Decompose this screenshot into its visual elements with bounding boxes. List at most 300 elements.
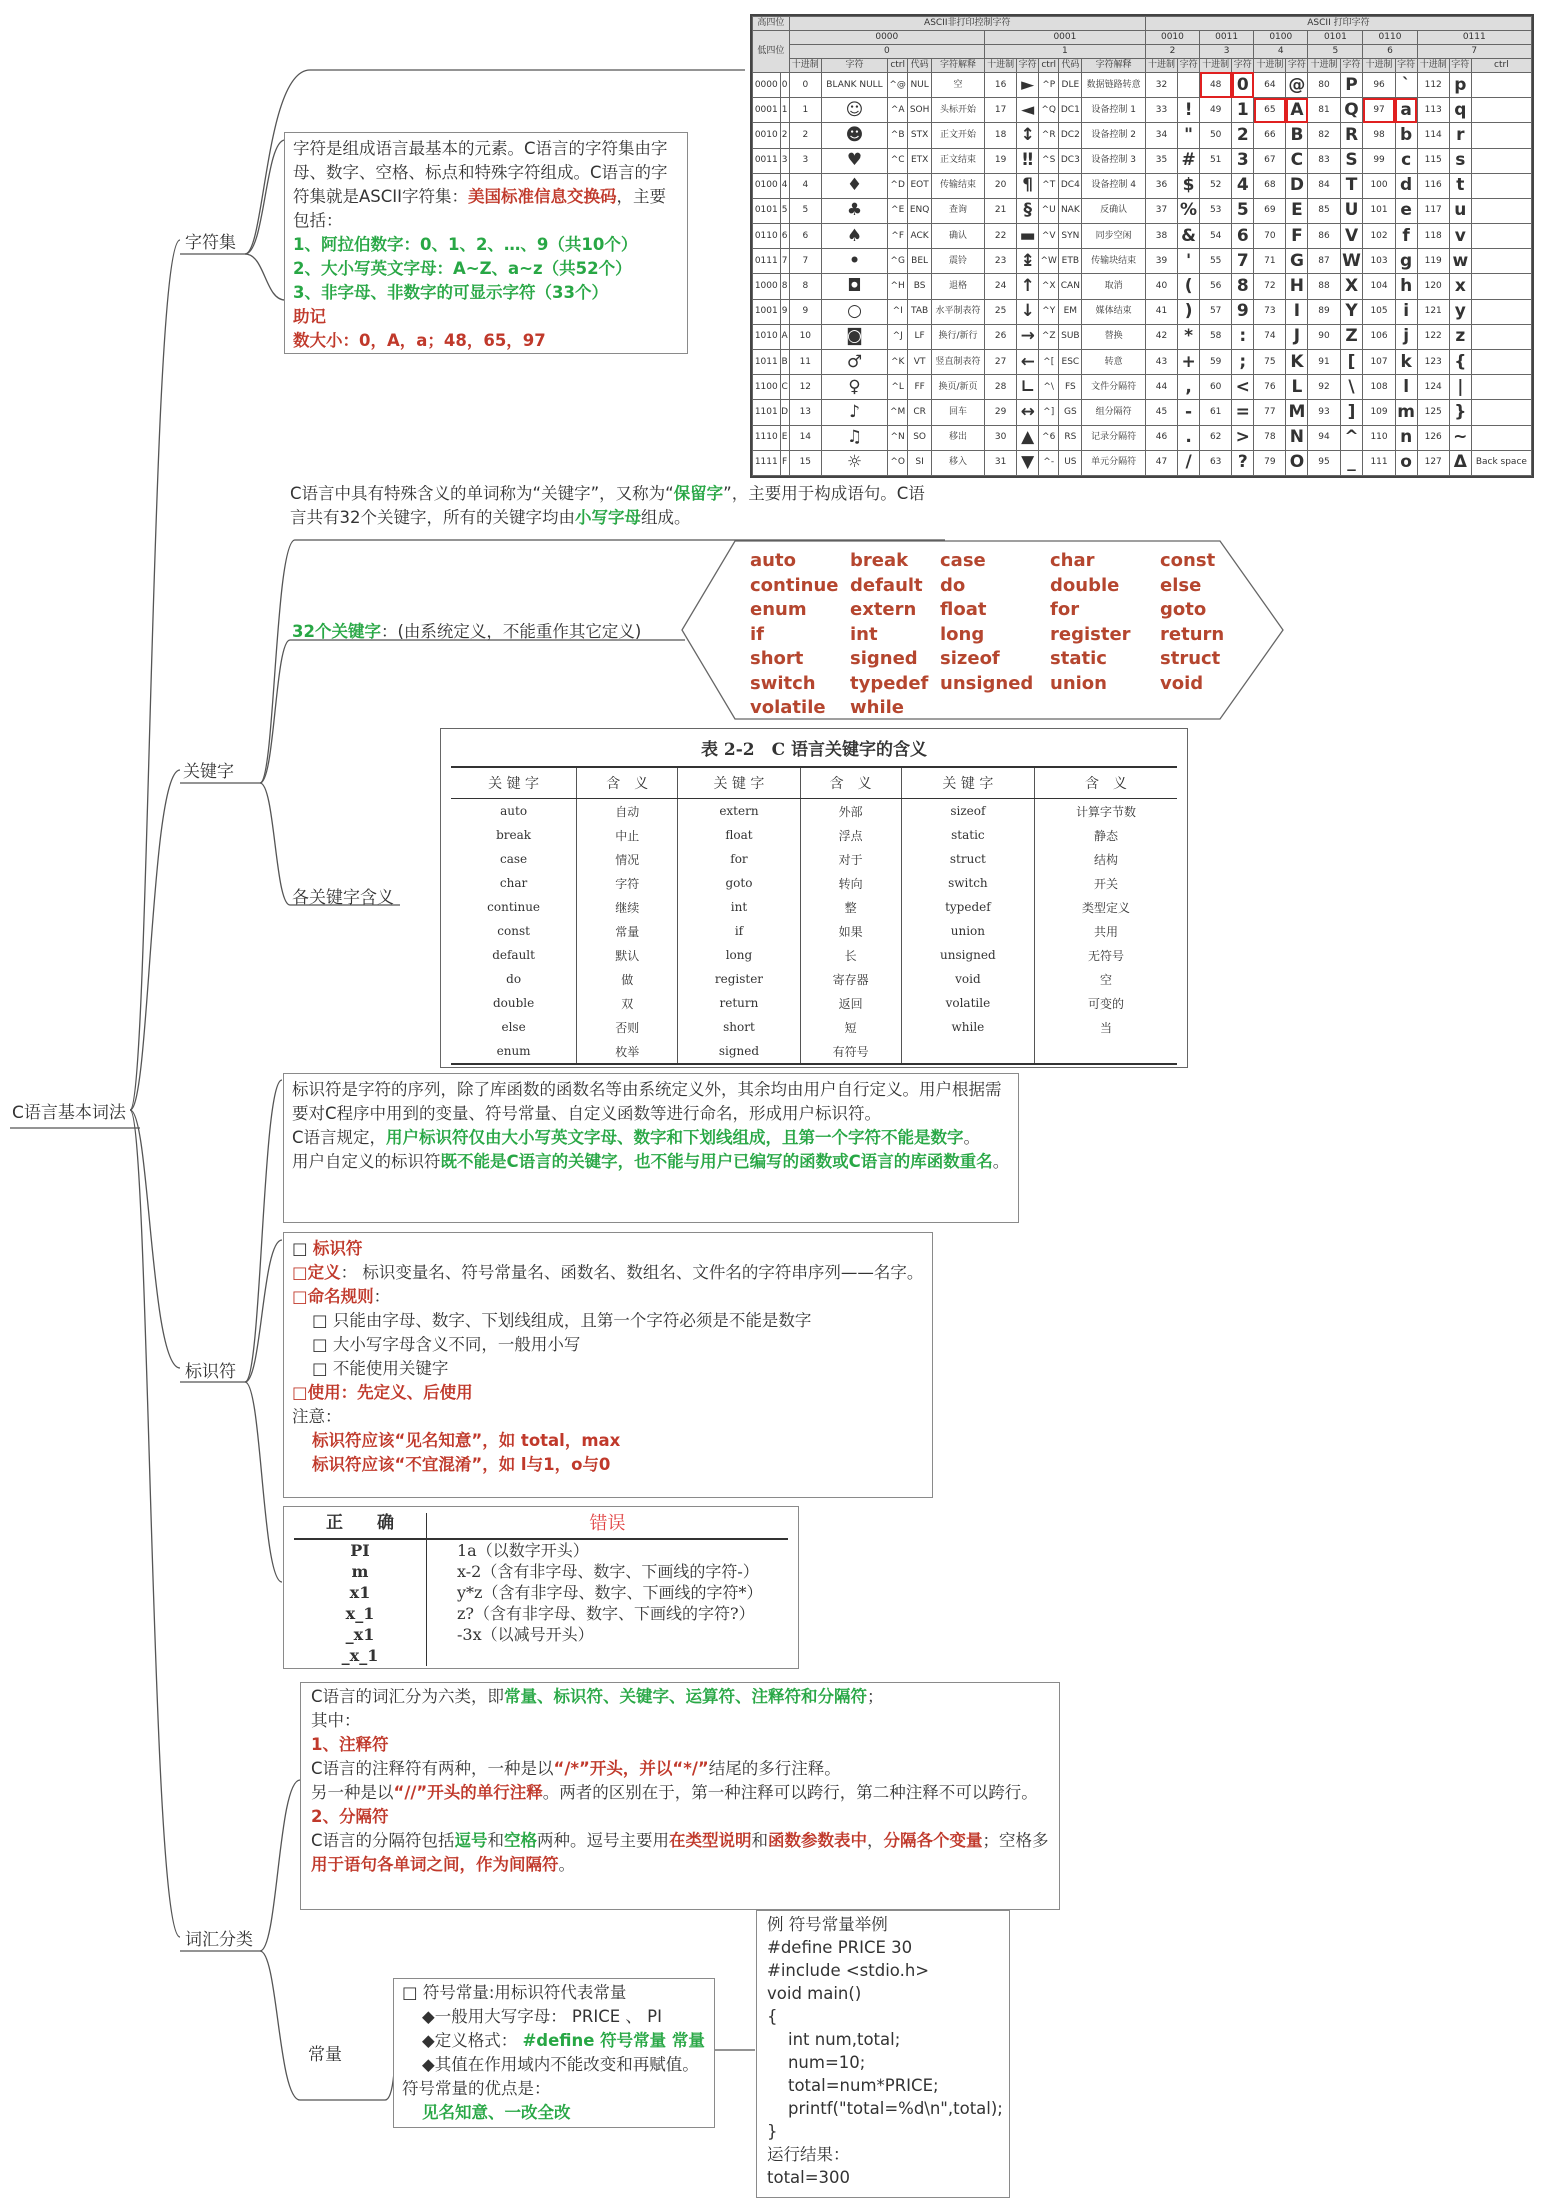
ascii-cell: ◘ [821, 274, 887, 299]
ascii-cell: 1111 [753, 450, 781, 475]
id-def-text: ： 标识变量名、符号常量名、函数名、数组名、文件名的字符串序列——名字。 [340, 1263, 924, 1282]
ascii-cell: 19 [984, 148, 1016, 173]
code-line: void main() [767, 1984, 862, 2003]
ascii-cell: 媒体结束 [1082, 299, 1145, 324]
vocab-sep-heading: 2、分隔符 [311, 1807, 389, 1826]
ascii-cell: _ [1340, 450, 1363, 475]
ascii-cell: 97 [1363, 98, 1395, 123]
ascii-cell: 84 [1308, 173, 1340, 198]
code-line: } [767, 2122, 778, 2141]
kw-table-cell: static [901, 823, 1034, 847]
ascii-cell [1471, 123, 1531, 148]
ascii-cell [1471, 299, 1531, 324]
kw-table-cell: 中止 [577, 823, 678, 847]
kw-table-cell: 否则 [577, 1015, 678, 1039]
ascii-cell: j [1395, 324, 1417, 349]
ascii-cell: ^T [1039, 173, 1059, 198]
ascii-col-bits: 0111 [1417, 30, 1531, 44]
ascii-cell: H [1286, 274, 1308, 299]
ascii-cell: 59 [1200, 350, 1232, 375]
ascii-subheader: 字符 [1286, 58, 1308, 72]
vocab-and2: 和 [751, 1831, 769, 1850]
ascii-cell: z [1449, 324, 1471, 349]
ascii-cell: 66 [1254, 123, 1286, 148]
ascii-cell: 92 [1308, 375, 1340, 400]
ascii-cell: 70 [1254, 224, 1286, 249]
ascii-cell: 组分隔符 [1082, 400, 1145, 425]
id-def-key: 定义 [307, 1263, 341, 1282]
keyword-grid [680, 540, 1285, 720]
ascii-cell: 3 [780, 148, 789, 173]
kw-table-cell: register [678, 967, 800, 991]
code-line: #define PRICE 30 [767, 1938, 913, 1957]
ascii-cell: 20 [984, 173, 1016, 198]
ascii-cell: 11 [789, 350, 821, 375]
ascii-cell: 取消 [1082, 274, 1145, 299]
ascii-cell: O [1286, 450, 1308, 475]
ascii-cell: 替换 [1082, 324, 1145, 349]
ascii-cell: 7 [789, 249, 821, 274]
id-user-end: 。 [992, 1152, 1010, 1171]
ascii-cell: ↨ [1017, 249, 1039, 274]
ascii-cell: SI [908, 450, 932, 475]
ascii-cell: 57 [1200, 299, 1232, 324]
ascii-cell: & [1178, 224, 1200, 249]
kw-table-cell: sizeof [901, 799, 1034, 824]
ascii-cell: DC2 [1059, 123, 1082, 148]
ascii-cell: D [1286, 173, 1308, 198]
valid-identifier: PI [350, 1541, 370, 1560]
id-user-green: 既不能是C语言的关键字，也不能与用户已编写的函数或C语言的库函数重名 [440, 1152, 993, 1171]
ascii-cell: 117 [1417, 198, 1449, 223]
keyword-item: else [1160, 574, 1202, 596]
kw-table-cell: 对于 [800, 847, 901, 871]
vocab-c2-end: 。两者的区别在于，第一种注释可以跨行，第二种注释不可以跨行。 [542, 1783, 1038, 1802]
ascii-cell: a [1395, 98, 1417, 123]
square-icon: □ [292, 1383, 308, 1402]
ascii-cell: M [1286, 400, 1308, 425]
keyword-item: register [1050, 623, 1131, 645]
ascii-cell: ☼ [821, 450, 887, 475]
mnemonic-text: 数大小：0，A，a；48，65，97 [293, 331, 546, 350]
ascii-cell: 96 [1363, 72, 1395, 97]
branch-keywords: 关键字 [183, 762, 234, 782]
kw-intro-c: 组成。 [641, 508, 691, 527]
kw-table-title: 表 2-2 C 语言关键字的含义 [700, 740, 928, 760]
ascii-cell: BLANK NULL [821, 72, 887, 97]
ascii-cell: ▼ [1017, 450, 1039, 475]
ascii-cell: 109 [1363, 400, 1395, 425]
ascii-cell: 30 [984, 425, 1016, 450]
ascii-cell: n [1395, 425, 1417, 450]
charset-intro-end: ，主要包括： [293, 187, 667, 230]
keyword-item: if [750, 623, 765, 645]
id-rule-end: 。 [963, 1128, 981, 1147]
ascii-cell: ~ [1449, 425, 1471, 450]
ascii-cell: ^6 [1039, 425, 1059, 450]
ascii-cell: DC4 [1059, 173, 1082, 198]
ascii-cell: Q [1340, 98, 1363, 123]
ascii-cell: ^R [1039, 123, 1059, 148]
kw-table-cell: 有符号 [800, 1039, 901, 1064]
ascii-cell: 113 [1417, 98, 1449, 123]
ascii-cell: 82 [1308, 123, 1340, 148]
code-line: 运行结果： [767, 2145, 850, 2164]
ascii-cell: • [821, 249, 887, 274]
ascii-cell: ∟ [1017, 375, 1039, 400]
keyword-item: signed [850, 648, 918, 669]
ascii-cell: ☺ [821, 98, 887, 123]
ascii-cell: BS [908, 274, 932, 299]
ascii-cell: ^A [888, 98, 908, 123]
ascii-subheader: 十进制 [1417, 58, 1449, 72]
ascii-cell: 68 [1254, 173, 1286, 198]
ascii-cell: § [1017, 198, 1039, 223]
ascii-cell: 31 [984, 450, 1016, 475]
ascii-subheader: 十进制 [1363, 58, 1395, 72]
vocab-box [300, 1682, 1060, 1910]
kw-table-cell: 寄存器 [800, 967, 901, 991]
ascii-cell: 1101 [753, 400, 781, 425]
ascii-cell: 12 [789, 375, 821, 400]
ascii-cell: 5 [1232, 198, 1254, 223]
ascii-cell: ^G [888, 249, 908, 274]
ascii-cell: ^V [1039, 224, 1059, 249]
kw-table-cell: double [492, 996, 535, 1010]
ascii-subheader: 字符 [1395, 58, 1417, 72]
ascii-group-control: ASCII非打印控制字符 [789, 17, 1145, 31]
ascii-cell: 2 [789, 123, 821, 148]
kw-table-cell: 共用 [1035, 919, 1177, 943]
ascii-cell: 9 [1232, 299, 1254, 324]
ascii-cell: 1010 [753, 324, 781, 349]
ascii-cell: 108 [1363, 375, 1395, 400]
square-icon: □ [312, 1311, 333, 1330]
ascii-cell: ! [1178, 98, 1200, 123]
ascii-cell: 73 [1254, 299, 1286, 324]
ascii-col-num: 0 [789, 44, 984, 58]
ascii-cell: 1100 [753, 375, 781, 400]
ascii-cell: 16 [984, 72, 1016, 97]
ascii-cell: 竖直制表符 [931, 350, 984, 375]
kw-table-cell: 静态 [1035, 823, 1177, 847]
ascii-hi-label: 高四位 [753, 17, 790, 31]
ascii-cell: 10 [789, 324, 821, 349]
ascii-cell: 8 [1232, 274, 1254, 299]
ascii-cell: f [1395, 224, 1417, 249]
ascii-cell: 移出 [931, 425, 984, 450]
ascii-cell: q [1449, 98, 1471, 123]
branch-vocab: 词汇分类 [185, 1930, 253, 1950]
id-heading: 标识符 [312, 1239, 363, 1258]
ascii-cell: I [1286, 299, 1308, 324]
invalid-identifier: -3x（以减号开头） [457, 1625, 594, 1644]
ascii-cell: ^@ [888, 72, 908, 97]
ascii-cell: 81 [1308, 98, 1340, 123]
ascii-cell: l [1395, 375, 1417, 400]
valid-identifier: m [351, 1562, 369, 1581]
vocab-and: 和 [487, 1831, 505, 1850]
ascii-cell: 4 [1232, 173, 1254, 198]
kw-table-header: 关 键 字 [678, 767, 800, 799]
ascii-cell: ^W [1039, 249, 1059, 274]
ascii-cell: 69 [1254, 198, 1286, 223]
ascii-cell: @ [1286, 72, 1308, 97]
ascii-cell: ^\ [1039, 375, 1059, 400]
ascii-cell: 64 [1254, 72, 1286, 97]
ascii-cell: ^K [888, 350, 908, 375]
kw-table-cell: 返回 [800, 991, 901, 1015]
ascii-cell: 102 [1363, 224, 1395, 249]
kw-table-cell: union [901, 919, 1034, 943]
ascii-cell: \ [1340, 375, 1363, 400]
keyword-item: float [940, 599, 987, 620]
ascii-cell: U [1340, 198, 1363, 223]
id-intro: 标识符是字符的序列，除了库函数的函数名等由系统定义外，其余均由用户自行定义。用户根据需要对C程序中用到的变量、符号常量、自定义函数等进行命名，形成用户标识符。 [292, 1080, 1002, 1123]
ascii-table [750, 14, 1534, 478]
keyword-item: return [1160, 623, 1225, 645]
ascii-cell: 51 [1200, 148, 1232, 173]
ascii-cell: ^P [1039, 72, 1059, 97]
keyword-item: sizeof [940, 648, 1000, 669]
vocab-r1: 在类型说明 [669, 1831, 752, 1850]
ascii-cell: W [1340, 249, 1363, 274]
kw-table-cell [901, 1039, 1034, 1064]
keyword-item: for [1050, 599, 1080, 620]
kw-table-cell: struct [901, 847, 1034, 871]
vocab-comma: 逗号 [454, 1831, 488, 1850]
vocab-c1: C语言的注释符有两种，一种是以 [311, 1759, 554, 1778]
ascii-cell [1471, 400, 1531, 425]
ascii-cell: 47 [1145, 450, 1177, 475]
id-rule-2: 大小写字母含义不同，一般用小写 [332, 1335, 581, 1354]
kw-table-cell: 转向 [800, 871, 901, 895]
ascii-cell: k [1395, 350, 1417, 375]
keyword-item: break [850, 550, 909, 571]
ascii-cell: ^J [888, 324, 908, 349]
ascii-cell: F [1286, 224, 1308, 249]
ascii-cell: 53 [1200, 198, 1232, 223]
ascii-cell: 106 [1363, 324, 1395, 349]
ascii-cell: 120 [1417, 274, 1449, 299]
kw-table-cell: unsigned [901, 943, 1034, 967]
ascii-cell: 101 [1363, 198, 1395, 223]
kw-table-cell: float [678, 823, 800, 847]
kw-table-cell: 可变的 [1035, 991, 1177, 1015]
ascii-cell: ^O [888, 450, 908, 475]
keyword-item: long [940, 623, 985, 645]
ascii-cell: ◙ [821, 324, 887, 349]
code-line: #include <stdio.h> [767, 1961, 930, 1980]
kw-table-cell: 整 [800, 895, 901, 919]
code-example-box [756, 1910, 1010, 2198]
ascii-cell: ^M [888, 400, 908, 425]
const-l6: 见名知意、一改全改 [422, 2103, 571, 2122]
ascii-cell: 1110 [753, 425, 781, 450]
kw-table-cell: goto [678, 871, 800, 895]
kw-table-cell: long [678, 943, 800, 967]
ascii-cell: ◄ [1017, 98, 1039, 123]
ascii-cell: c [1395, 148, 1417, 173]
ascii-cell: 37 [1145, 198, 1177, 223]
ascii-subheader: 代码 [1059, 58, 1082, 72]
ascii-cell: 55 [1200, 249, 1232, 274]
keyword-item: continue [750, 574, 839, 596]
kw-table-header: 含 义 [577, 767, 678, 799]
ascii-cell: 6 [1232, 224, 1254, 249]
ascii-cell: s [1449, 148, 1471, 173]
ascii-cell: STX [908, 123, 932, 148]
ascii-cell: 126 [1417, 425, 1449, 450]
kw-table-cell: case [500, 852, 528, 866]
ascii-cell: 90 [1308, 324, 1340, 349]
keyword-item: static [1050, 648, 1107, 669]
kw-table-cell: switch [901, 871, 1034, 895]
ascii-cell: 1 [780, 98, 789, 123]
ascii-cell: 62 [1200, 425, 1232, 450]
ascii-cell: RS [1059, 425, 1082, 450]
keyword-intro [290, 482, 940, 530]
ascii-cell: 24 [984, 274, 1016, 299]
id-rule-prefix: C语言规定， [292, 1128, 387, 1147]
vocab-r3: 分隔各个变量 [883, 1831, 983, 1850]
keyword-item: void [1160, 672, 1204, 694]
ascii-cell [1471, 425, 1531, 450]
vocab-c2-red: “//”开头的单行注释 [393, 1783, 543, 1802]
ascii-cell: $ [1178, 173, 1200, 198]
ascii-cell: ↕ [1017, 123, 1039, 148]
kw-table-cell: 自动 [577, 799, 678, 824]
ascii-cell: ♣ [821, 198, 887, 223]
ascii-cell: ^L [888, 375, 908, 400]
ascii-cell: ^X [1039, 274, 1059, 299]
ascii-cell: 61 [1200, 400, 1232, 425]
ascii-cell: * [1178, 324, 1200, 349]
ascii-cell: NAK [1059, 198, 1082, 223]
kw-table-cell: typedef [901, 895, 1034, 919]
ascii-cell: ^- [1039, 450, 1059, 475]
ascii-subheader: 十进制 [984, 58, 1016, 72]
ascii-cell: 0001 [753, 98, 781, 123]
invalid-identifier: 1a（以数字开头） [457, 1541, 589, 1560]
ascii-cell: 60 [1200, 375, 1232, 400]
vocab-m5: ；空格多 [982, 1831, 1049, 1850]
identifier-def-box [283, 1232, 933, 1498]
vocab-r2: 函数参数表中 [768, 1831, 868, 1850]
ascii-cell: ^I [888, 299, 908, 324]
ascii-cell: 32 [1145, 72, 1177, 97]
ascii-cell: b [1395, 123, 1417, 148]
ascii-cell: 118 [1417, 224, 1449, 249]
ascii-cell: [ [1340, 350, 1363, 375]
charset-list-3: 3、非字母、非数字的可显示字符（33个） [293, 283, 608, 302]
ascii-cell: N [1286, 425, 1308, 450]
ascii-cell: u [1449, 198, 1471, 223]
kw-intro-lowercase: 小写字母 [575, 508, 641, 527]
ascii-cell: v [1449, 224, 1471, 249]
kw-table-header: 关 键 字 [451, 767, 577, 799]
ascii-cell: 3 [789, 148, 821, 173]
ascii-cell: 115 [1417, 148, 1449, 173]
ascii-cell: 正文开始 [931, 123, 984, 148]
ascii-cell: CR [908, 400, 932, 425]
ascii-col-bits: 0001 [984, 30, 1145, 44]
id-rule-3: 不能使用关键字 [332, 1359, 449, 1378]
ascii-cell: 25 [984, 299, 1016, 324]
ascii-cell: E [780, 425, 789, 450]
ascii-cell: 正文结束 [931, 148, 984, 173]
keyword-item: auto [750, 550, 796, 571]
ascii-cell: m [1395, 400, 1417, 425]
code-line: total=num*PRICE; [767, 2076, 939, 2095]
invalid-identifier: x-2（含有非字母、数字、下画线的字符-） [457, 1562, 759, 1581]
ascii-cell: P [1340, 72, 1363, 97]
ascii-cell: 查询 [931, 198, 984, 223]
ascii-cell [1471, 98, 1531, 123]
keyword-item: do [940, 574, 966, 596]
ascii-cell: 87 [1308, 249, 1340, 274]
ascii-cell: ^C [888, 148, 908, 173]
id-rule-colon: ： [373, 1287, 391, 1306]
ascii-cell: ^Y [1039, 299, 1059, 324]
ascii-cell: ESC [1059, 350, 1082, 375]
ascii-cell: 67 [1254, 148, 1286, 173]
invalid-identifier: y*z（含有非字母、数字、下画线的字符*） [457, 1583, 763, 1602]
ascii-cell: t [1449, 173, 1471, 198]
ascii-cell: ) [1178, 299, 1200, 324]
kw-table-cell: 枚举 [577, 1039, 678, 1064]
id-note-1: 标识符应该“见名知意”，如 total，max [312, 1431, 621, 1450]
ascii-cell: 2 [780, 123, 789, 148]
kw32-note: ：(由系统定义，不能重作其它定义) [380, 622, 642, 641]
ascii-cell: ↓ [1017, 299, 1039, 324]
ascii-cell: # [1178, 148, 1200, 173]
ascii-cell: FS [1059, 375, 1082, 400]
ascii-col-num: 2 [1145, 44, 1199, 58]
ascii-cell: 80 [1308, 72, 1340, 97]
ascii-cell: 79 [1254, 450, 1286, 475]
code-line: 例 符号常量举例 [767, 1915, 888, 1934]
ascii-cell: 39 [1145, 249, 1177, 274]
ascii-cell: 52 [1200, 173, 1232, 198]
ascii-cell: 6 [789, 224, 821, 249]
ascii-cell: 125 [1417, 400, 1449, 425]
kw-table-cell: 常量 [577, 919, 678, 943]
ascii-cell: ► [1017, 72, 1039, 97]
ascii-cell: 103 [1363, 249, 1395, 274]
ascii-cell: ^N [888, 425, 908, 450]
keyword-item: struct [1160, 648, 1221, 669]
ascii-cell: 63 [1200, 450, 1232, 475]
ascii-cell: T [1340, 173, 1363, 198]
ascii-cell: 设备控制 3 [1082, 148, 1145, 173]
ascii-cell: 76 [1254, 375, 1286, 400]
kw-table-cell: signed [678, 1039, 800, 1064]
valid-identifier: x1 [349, 1583, 371, 1602]
ascii-cell: o [1395, 450, 1417, 475]
ascii-cell: SUB [1059, 324, 1082, 349]
id-table-ok-col [294, 1539, 427, 1666]
code-line: printf("total=%d\n",total); [767, 2099, 1003, 2118]
ascii-cell: Back space [1471, 450, 1531, 475]
ascii-cell: : [1232, 324, 1254, 349]
branch-charset: 字符集 [185, 233, 236, 253]
ascii-cell: ' [1178, 249, 1200, 274]
ascii-cell: 72 [1254, 274, 1286, 299]
vocab-c1-red: “/*”开头，并以“*/” [553, 1759, 709, 1778]
ascii-cell: . [1178, 425, 1200, 450]
ascii-cell: ☻ [821, 123, 887, 148]
